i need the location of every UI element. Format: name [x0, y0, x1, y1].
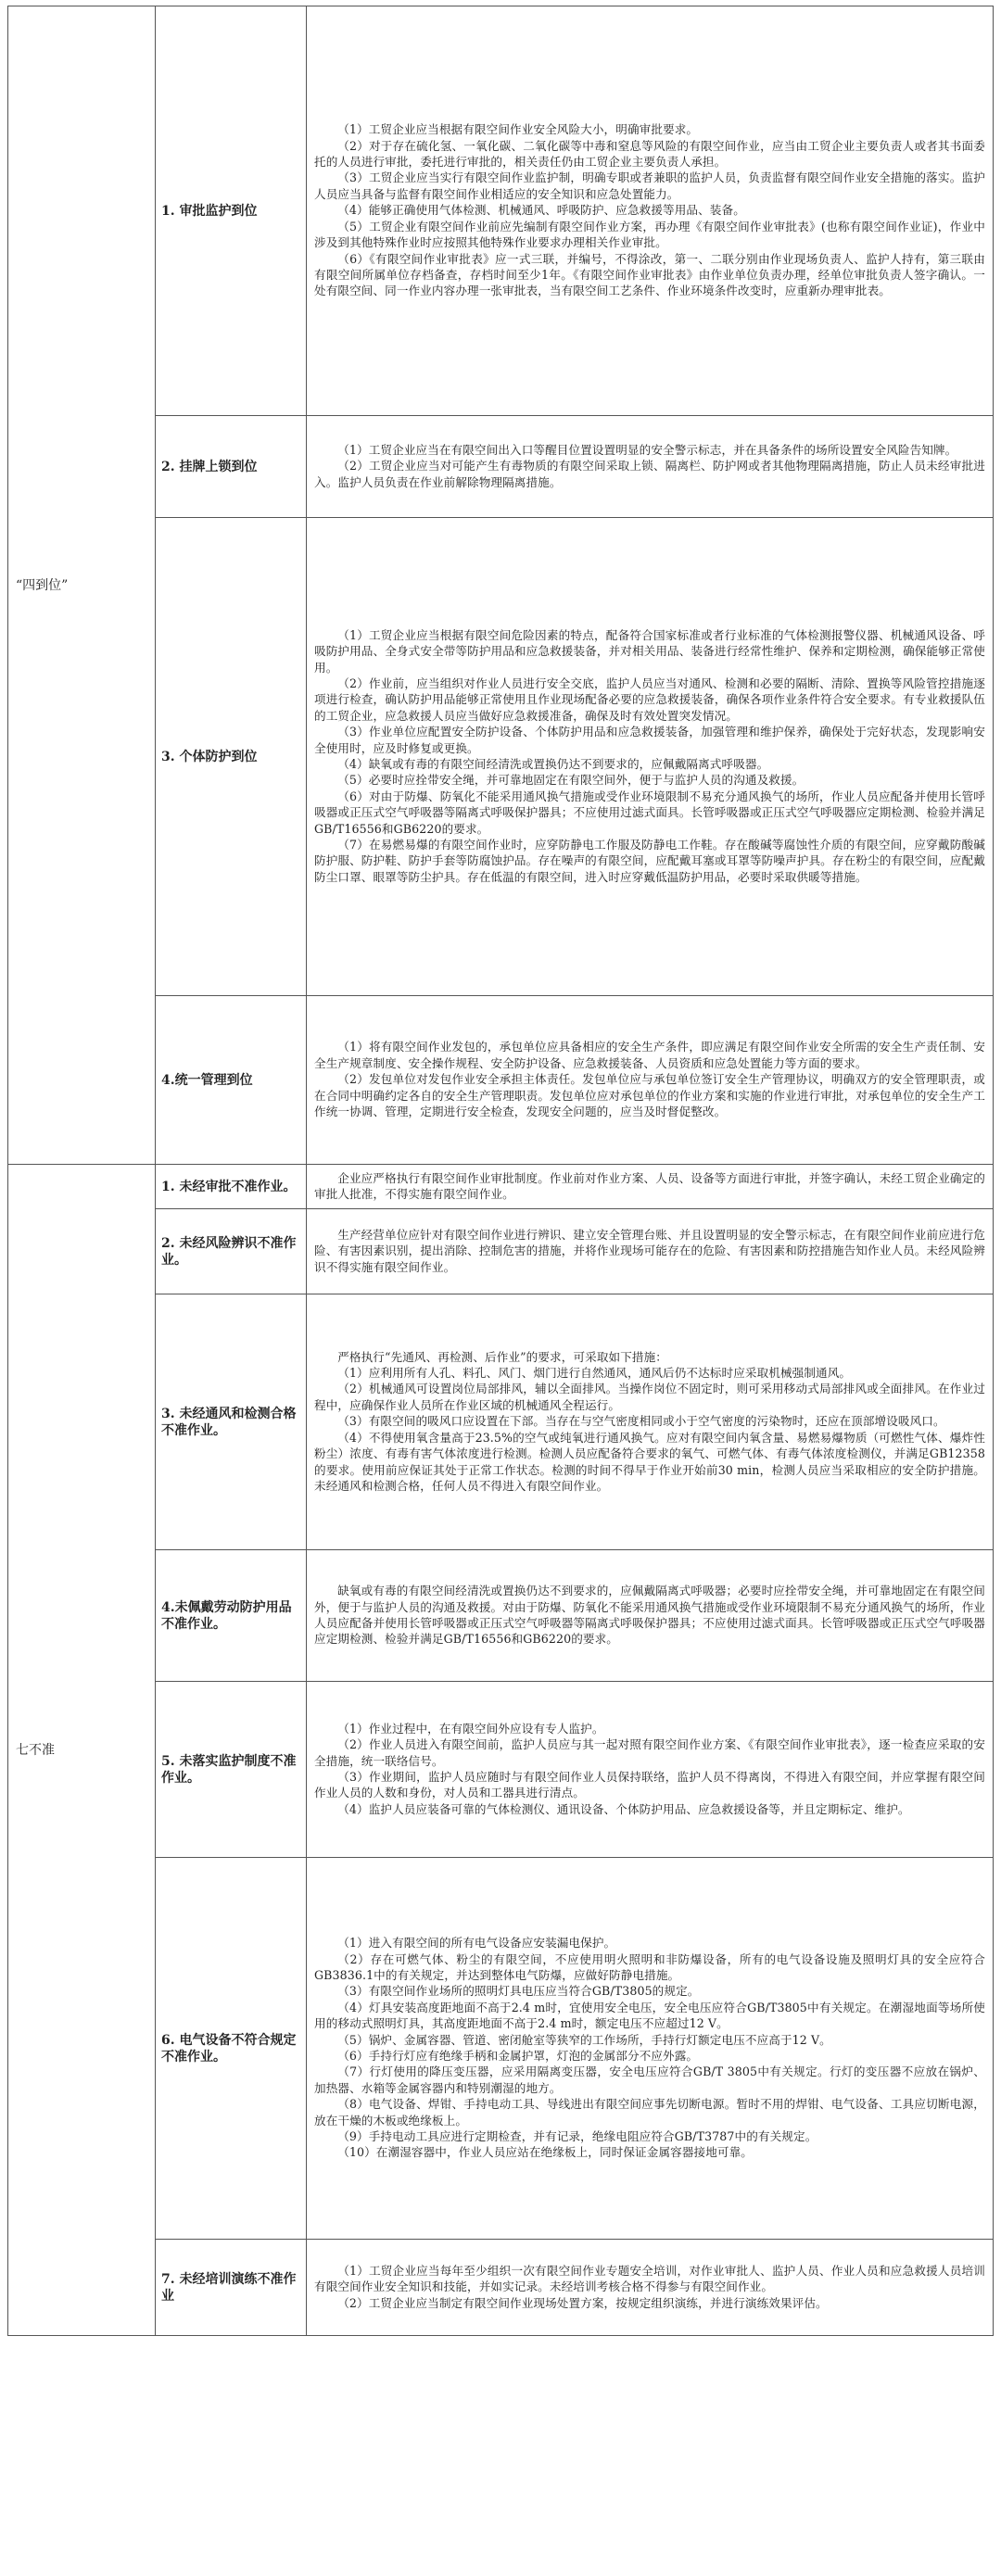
table-row [8, 1550, 994, 1682]
group-title: 七不准 [8, 1165, 156, 2336]
item-content [307, 996, 994, 1165]
content-paragraph: （4）能够正确使用气体检测、机械通风、呼吸防护、应急救援等用品、装备。 [337, 203, 745, 218]
item-label: 1. 审批监护到位 [156, 6, 307, 416]
item-content [307, 1209, 994, 1294]
item-label: 4.未佩戴劳动防护用品不准作业。 [156, 1550, 307, 1682]
item-content [307, 1165, 994, 1209]
content-paragraph: （2）工贸企业应当对可能产生有毒物质的有限空间采取上锁、隔离栏、防护网或者其他物理隔离措施，防止人员未经审批进入。监护人员负责在作业前解除物理隔离措施。 [314, 459, 985, 489]
item-label: 3. 个体防护到位 [156, 518, 307, 996]
item-content [307, 1550, 994, 1682]
item-content [307, 1858, 994, 2240]
content-paragraph: （8）电气设备、焊钳、手持电动工具、导线进出有限空间应事先切断电源。暂时不用的焊钳、电气设备、工具应切断电源，放在干燥的木板或绝缘板上。 [314, 2097, 985, 2128]
item-content [307, 416, 994, 518]
item-label: 5. 未落实监护制度不准作业。 [156, 1682, 307, 1858]
content-paragraph: （2）作业人员进入有限空间前，监护人员应与其一起对照有限空间作业方案、《有限空间作业审批表》，逐一检查应采取的安全措施，统一联络信号。 [314, 1737, 985, 1768]
item-label: 6. 电气设备不符合规定不准作业。 [156, 1858, 307, 2240]
content-paragraph: （2）发包单位对发包作业安全承担主体责任。发包单位应与承包单位签订安全生产管理协议，明确双方的安全管理职责，或在合同中明确约定各自的安全生产管理职责。发包单位应对承包单位的作业方案和实施的作业进行审批，对承包单位的安全生产工作统一协调、管理，定期进行安全检查，发现安全问题的，应当及时督促整改。 [314, 1072, 985, 1119]
content-paragraph: （3）工贸企业应当实行有限空间作业监护制，明确专职或者兼职的监护人员，负责监督有限空间作业安全措施的落实。监护人员应当具备与监督有限空间作业相适应的安全知识和应急处置能力。 [314, 170, 985, 201]
group-title: “四到位” [8, 6, 156, 1165]
content-paragraph: 缺氧或有毒的有限空间经清洗或置换仍达不到要求的，应佩戴隔离式呼吸器；必要时应拴带安全绳，并可靠地固定在有限空间外，便于与监护人员的沟通及救援。对由于防爆、防氧化不能采用通风换气措施或受作业环境限制不易充分通风换气的场所，作业人员应配备并使用长管呼吸器或正压式空气呼吸器等隔离式呼吸保护器具；不应使用过滤式面具。长管呼吸器或正压式空气呼吸器应定期检测、检验并满足GB/T16556和GB6220的要求。 [314, 1584, 985, 1647]
content-paragraph: （7）在易燃易爆的有限空间作业时，应穿防静电工作服及防静电工作鞋。存在酸碱等腐蚀性介质的有限空间，应穿戴防酸碱防护服、防护鞋、防护手套等防腐蚀护品。存在噪声的有限空间，应配戴耳塞或耳罩等防噪声护具。存在粉尘的有限空间，应配戴防尘口罩、眼罩等防尘护具。存在低温的有限空间，进入时应穿戴低温防护用品，必要时采取供暖等措施。 [314, 838, 985, 884]
content-paragraph: 严格执行“先通风、再检测、后作业”的要求，可采取如下措施： [337, 1349, 667, 1364]
item-content [307, 1294, 994, 1550]
content-paragraph: （3）有限空间作业场所的照明灯具电压应当符合GB/T3805的规定。 [337, 1984, 700, 1999]
table-row [8, 6, 994, 416]
item-content [307, 518, 994, 996]
content-paragraph: （5）锅炉、金属容器、管道、密闭舱室等狭窄的工作场所，手持行灯额定电压不应高于12 V。 [337, 2032, 831, 2047]
item-content [307, 2240, 994, 2336]
content-paragraph: （7）行灯使用的降压变压器，应采用隔离变压器，安全电压应符合GB/T 3805中有关规定。行灯的变压器不应放在锅炉、加热器、水箱等金属容器内和特别潮湿的地方。 [314, 2065, 985, 2095]
item-content [307, 1682, 994, 1858]
item-label: 4.统一管理到位 [156, 996, 307, 1165]
content-paragraph: （9）手持电动工具应进行定期检查，并有记录，绝缘电阻应符合GB/T3787中的有关规定。 [337, 2129, 817, 2144]
content-paragraph: （3）作业期间，监护人员应随时与有限空间作业人员保持联络，监护人员不得离岗，不得进入有限空间，并应掌握有限空间作业人员的人数和身份，对人员和工器具进行清点。 [314, 1770, 985, 1800]
content-paragraph: （2）工贸企业应当制定有限空间作业现场处置方案，按规定组织演练，并进行演练效果评估。 [337, 2295, 828, 2310]
content-paragraph: （2）存在可燃气体、粉尘的有限空间，不应使用明火照明和非防爆设备，所有的电气设备设施及照明灯具的安全应符合GB3836.1中的有关规定，并达到整体电气防爆，应做好防静电措施。 [314, 1951, 985, 1982]
table-row [8, 2240, 994, 2336]
item-label: 2. 挂牌上锁到位 [156, 416, 307, 518]
content-paragraph: （2）对于存在硫化氢、一氧化碳、二氧化碳等中毒和窒息等风险的有限空间作业，应当由工贸企业主要负责人或者其书面委托的人员进行审批，委托进行审批的，相关责任仍由工贸企业主要负责人承担。 [314, 138, 985, 170]
content-paragraph: 生产经营单位应针对有限空间作业进行辨识、建立安全管理台账、并且设置明显的安全警示标志，在有限空间作业前应进行危险、有害因素识别，提出消除、控制危害的措施，并将作业现场可能存在的危险、有害因素和防控措施告知作业人员。未经风险辨识不得实施有限空间作业。 [314, 1227, 985, 1274]
table-row [8, 996, 994, 1165]
content-paragraph: （4）灯具安装高度距地面不高于2.4 m时，宜使用安全电压，安全电压应符合GB/T3805中有关规定。在潮湿地面等场所使用的移动式照明灯具，其高度距地面不高于2.4 m时，额定电压不应超过12 V。 [314, 2000, 985, 2031]
table-row [8, 1165, 994, 1209]
table-row [8, 518, 994, 996]
item-label: 2. 未经风险辨识不准作业。 [156, 1209, 307, 1294]
content-paragraph: （1）作业过程中，在有限空间外应设有专人监护。 [337, 1721, 604, 1736]
content-paragraph: （1）工贸企业应当每年至少组织一次有限空间作业专题安全培训，对作业审批人、监护人员、作业人员和应急救援人员培训有限空间作业安全知识和技能，并如实记录。未经培训考核合格不得参与有限空间作业。 [314, 2263, 985, 2294]
item-label: 3. 未经通风和检测合格不准作业。 [156, 1294, 307, 1550]
content-paragraph: （1）工贸企业应当根据有限空间作业安全风险大小，明确审批要求。 [337, 122, 699, 137]
content-paragraph: （1）工贸企业应当根据有限空间危险因素的特点，配备符合国家标准或者行业标准的气体检测报警仪器、机械通风设备、呼吸防护用品、全身式安全带等防护用品和应急救援装备，并对相关用品、装备进行经常性维护、保养和定期检测，确保能够正常使用。 [314, 627, 985, 675]
content-paragraph: （4）不得使用氧含量高于23.5%的空气或纯氧进行通风换气。应对有限空间内氧含量、易燃易爆物质（可燃性气体、爆炸性粉尘）浓度、有毒有害气体浓度进行检测。检测人员应配备符合要求的氧气、可燃气体、有毒气体浓度检测仪，并满足GB12358的要求。使用前应保证其处于正常工作状态。检测的时间不得早于作业开始前30 min，检测人员应当采取相应的安全防护措施。未经通风和检测合格，任何人员不得进入有限空间作业。 [314, 1430, 985, 1493]
table-row [8, 1682, 994, 1858]
content-paragraph: （4）缺氧或有毒的有限空间经清洗或置换仍达不到要求的，应佩戴隔离式呼吸器。 [337, 757, 769, 771]
table-row [8, 1858, 994, 2240]
content-paragraph: （6）《有限空间作业审批表》应一式三联，并编号，不得涂改，第一、二联分别由作业现场负责人、监护人持有，第三联由有限空间所属单位存档备查，存档时间至少1年。《有限空间作业审批表》由作业单位负责办理，经单位审批负责人签字确认。一处有限空间、同一作业内容办理一张审批表，当有限空间工艺条件、作业环境条件改变时，应重新办理审批表。 [314, 251, 985, 298]
content-paragraph: （1）工贸企业应当在有限空间出入口等醒目位置设置明显的安全警示标志，并在具备条件的场所设置安全风险告知牌。 [337, 442, 957, 457]
content-paragraph: （5）必要时应拴带安全绳，并可靠地固定在有限空间外，便于与监护人员的沟通及救援。 [337, 773, 805, 788]
content-paragraph: （2）机械通风可设置岗位局部排风，辅以全面排风。当操作岗位不固定时，则可采用移动式局部排风或全面排风。在作业过程中，应确保作业人员所在作业区域的机械通风全程运行。 [314, 1382, 985, 1412]
table-row [8, 416, 994, 518]
content-paragraph: （5）工贸企业有限空间作业前应先编制有限空间作业方案，再办理《有限空间作业审批表》(也称有限空间作业证)，作业中涉及到其他特殊作业时应按照其他特殊作业要求办理相关作业审批。 [314, 219, 985, 250]
content-paragraph: 企业应严格执行有限空间作业审批制度。作业前对作业方案、人员、设备等方面进行审批，并签字确认，未经工贸企业确定的审批人批准，不得实施有限空间作业。 [314, 1170, 985, 1201]
content-paragraph: （6）手持行灯应有绝缘手柄和金属护罩，灯泡的金属部分不应外露。 [337, 2049, 699, 2063]
content-paragraph: （4）监护人员应装备可靠的气体检测仪、通讯设备、个体防护用品、应急救援设备等，并且定期标定、维护。 [337, 1801, 910, 1816]
safety-rules-table [7, 6, 994, 2336]
table-row [8, 1294, 994, 1550]
content-paragraph: （1）应利用所有人孔、料孔、风门、烟门进行自然通风，通风后仍不达标时应采取机械强制通风。 [337, 1366, 852, 1381]
content-paragraph: （1）将有限空间作业发包的，承包单位应具备相应的安全生产条件，即应满足有限空间作业安全所需的安全生产责任制、安全生产规章制度、安全操作规程、安全防护设备、应急救援装备、人员资质和应急处置能力等方面的要求。 [314, 1040, 985, 1070]
content-paragraph: （2）作业前，应当组织对作业人员进行安全交底，监护人员应当对通风、检测和必要的隔断、清除、置换等风险管控措施逐项进行检查，确认防护用品能够正常使用且作业现场配备必要的应急救援装备，确保各项作业条件符合安全要求。有专业救援队伍的工贸企业，应急救援人员应当做好应急救援准备，确保及时有效处置突发情况。 [314, 676, 985, 723]
table-row [8, 1209, 994, 1294]
content-paragraph: （10）在潮湿容器中，作业人员应站在绝缘板上，同时保证金属容器接地可靠。 [337, 2145, 753, 2160]
content-paragraph: （6）对由于防爆、防氧化不能采用通风换气措施或受作业环境限制不易充分通风换气的场所，作业人员应配备并使用长管呼吸器或正压式空气呼吸器等隔离式呼吸保护器具；不应使用过滤式面具。长管呼吸器或正压式空气呼吸器应定期检测、检验并满足GB/T16556和GB6220的要求。 [314, 789, 985, 836]
item-label: 1. 未经审批不准作业。 [156, 1165, 307, 1209]
content-paragraph: （3）有限空间的吸风口应设置在下部。当存在与空气密度相同或小于空气密度的污染物时，还应在顶部增设吸风口。 [337, 1414, 945, 1429]
content-paragraph: （1）进入有限空间的所有电气设备应安装漏电保护。 [337, 1936, 616, 1951]
item-content [307, 6, 994, 416]
content-paragraph: （3）作业单位应配置安全防护设备、个体防护用品和应急救援装备，加强管理和维护保养，确保处于完好状态，发现影响安全使用时，应及时修复或更换。 [314, 725, 985, 755]
item-label: 7. 未经培训演练不准作业 [156, 2240, 307, 2336]
